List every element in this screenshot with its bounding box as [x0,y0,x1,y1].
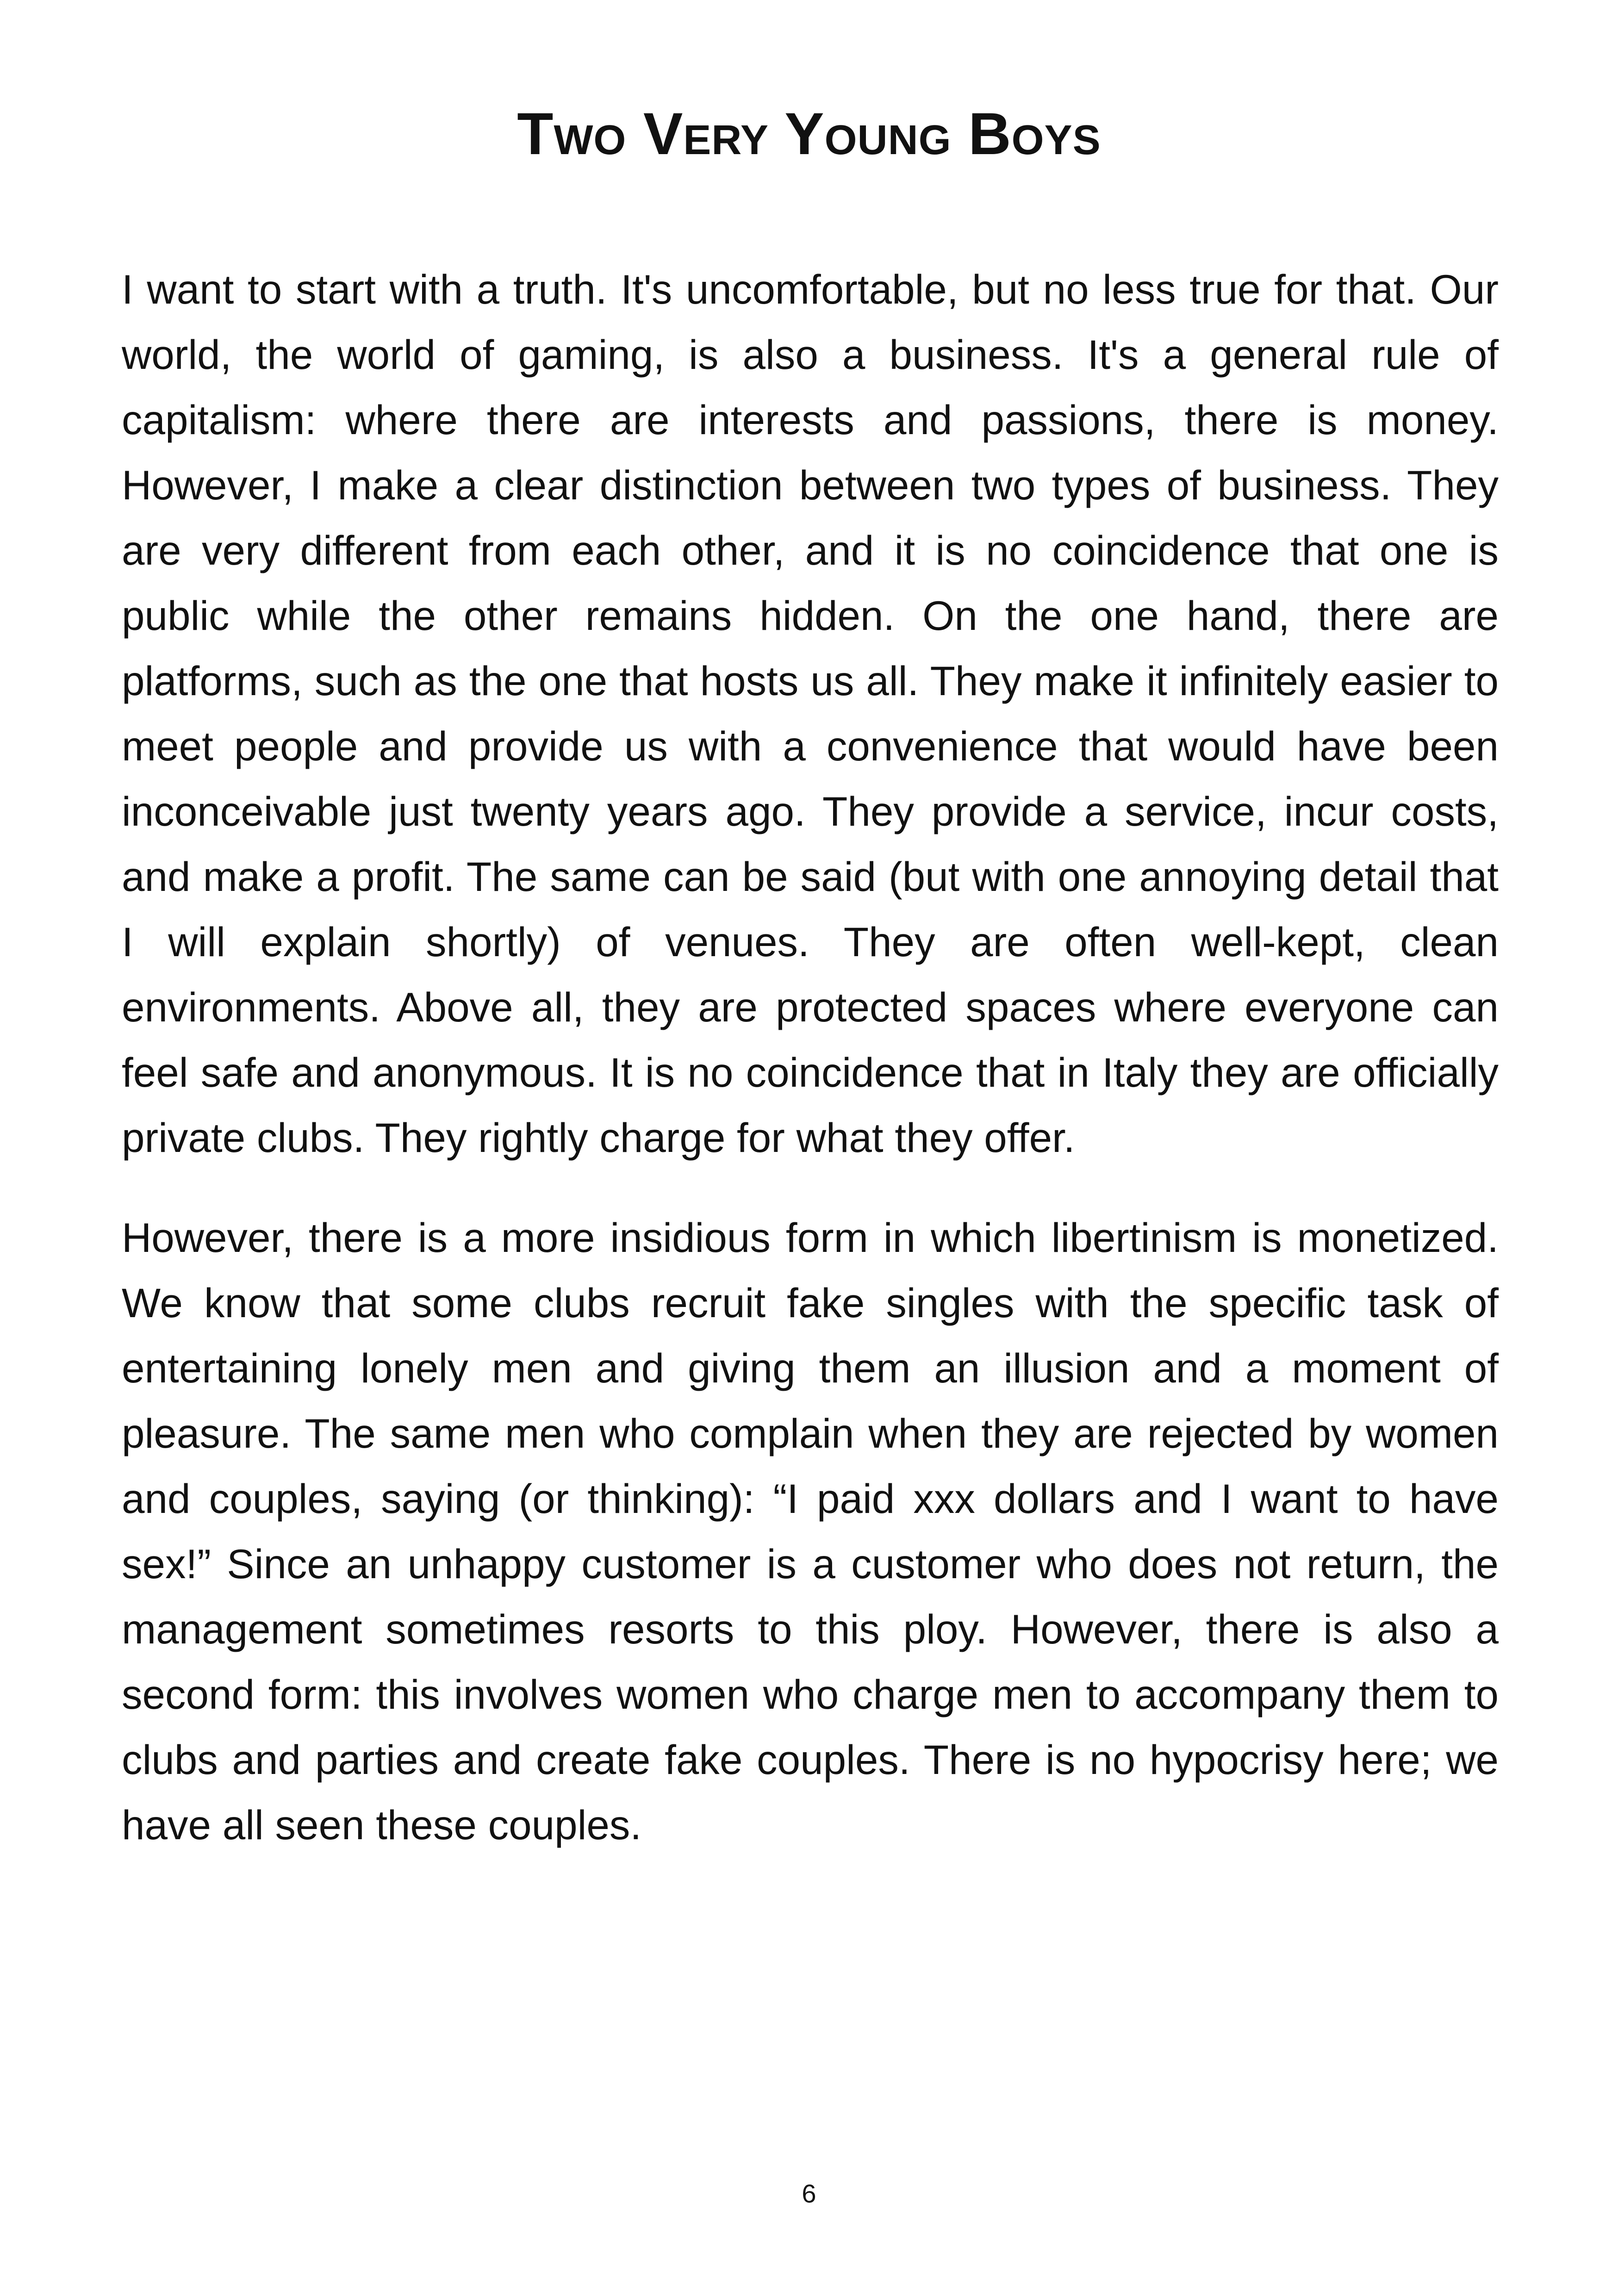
paragraph-2: However, there is a more insidious form in which libertinism is monetized. We know that some clubs recruit fake singles with the specific task of entertaining lonely men and giving them an illusion and a moment of pleasure. The same men who complain when they are rejected by women and couples, saying (or thinking): “I paid xxx dollars and I want to have sex!” Since an unhappy customer is a customer who does not return, the management sometimes resorts to this ploy. However, there is also a second form: this involves women who charge men to accompany them to clubs and parties and create fake couples. There is no hypocrisy here; we have all seen these couples. [122,1214,1499,1848]
chapter-title: Two Very Young Boys [517,101,1101,167]
page-number: 6 [802,2179,816,2208]
paragraph-1: I want to start with a truth. It's uncomfortable, but no less true for that. Our world, the world of gaming, is also a business. It's a general rule of capitalism: where there are interests and passions, there is money. However, I make a clear distinction between two types of business. They are very different from each other, and it is no coincidence that one is public while the other remains hidden. On the one hand, there are platforms, such as the one that hosts us all. They make it infinitely easier to meet people and provide us with a convenience that would have been inconceivable just twenty years ago. They provide a service, incur costs, and make a profit. The same can be said (but with one annoying detail that I will explain shortly) of venues. They are often well-kept, clean environments. Above all, they are protected spaces where everyone can feel safe and anonymous. It is no coincidence that in Italy they are officially private clubs. They rightly charge for what they offer. [122,266,1499,1161]
body-text [122,257,1499,1892]
